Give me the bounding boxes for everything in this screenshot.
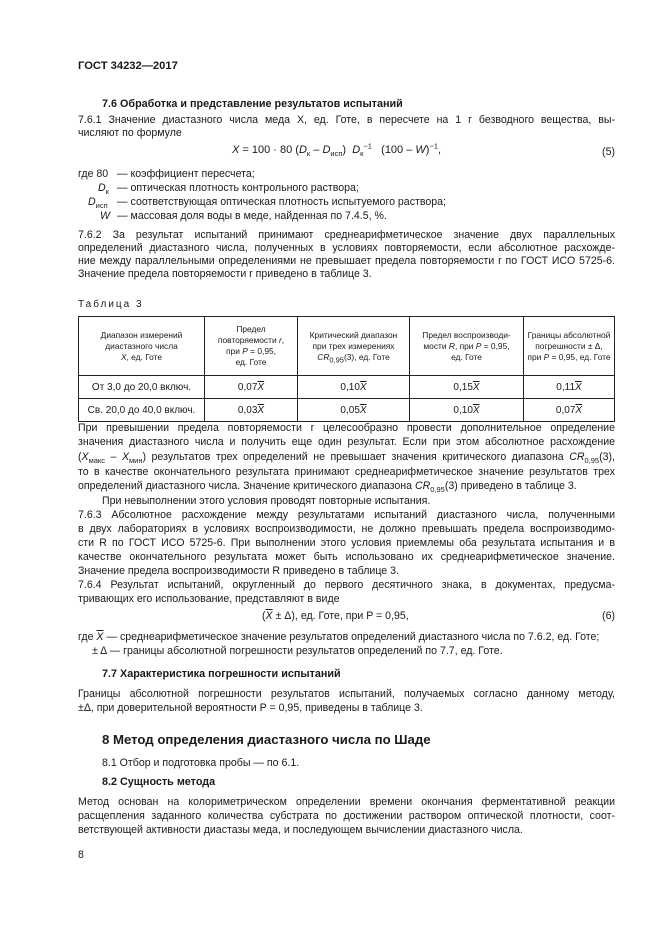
def-symbol: $D_к$: [98, 182, 109, 197]
table-cell-range: От 3,0 до 20,0 включ.: [79, 376, 205, 399]
table-cell-delta: $0,07\overline{X}$: [524, 399, 615, 422]
paragraph-7-6-3-line: в двух лабораториях в условиях воспроизводимости, не должно превышать предела воспроизводимо-: [78, 523, 615, 535]
paragraph-after-table-line: $(X_{макс} - X_{мин})$ результатов трех определений не превышает значения критического диапазона $CR_{0,95}(3)$,: [78, 451, 615, 466]
paragraph-after-table-line: то в качестве окончательного результата принимают среднеарифметическое значение результатов трех: [78, 466, 615, 478]
table-cell-r: $0,07\overline{X}$: [205, 376, 298, 399]
formula-6-definition: ± Δ — границы абсолютной погрешности результатов определений по 7.7, ед. Готе.: [92, 645, 503, 657]
paragraph-7-6-1-line: 7.6.1 Значение диастазного числа меда X, ед. Готе, в пересчете на 1 г безводного вещества, вы-: [78, 114, 615, 126]
paragraph-8-2-line: расщепления заданного количества субстрата по достижении раствором оптической плотности, соот-: [78, 810, 615, 822]
paragraph-8-2-line: Метод основан на колориметрическом определении времени окончания ферментативной реакции: [78, 796, 615, 808]
def-text: — массовая доля воды в меде, найденная по 7.4.5, %.: [117, 210, 387, 222]
paragraph-7-6-4-line: 7.6.4 Результат испытаний, округленный до первого десятичного знака, в документах, предусма-: [78, 579, 615, 591]
table-cell-cr: $0,05\overline{X}$: [298, 399, 410, 422]
table-header-cell: Границы абсолютной погрешности ± Δ, при P = 0,95, ед. Готе: [524, 317, 615, 376]
paragraph-7-7-line: ±Δ, при доверительной вероятности P = 0,95, приведены в таблице 3.: [78, 702, 423, 714]
table-row: [79, 399, 615, 422]
def-text: — соответствующая оптическая плотность испытуемого раствора;: [117, 196, 446, 208]
section-7-7-title: 7.7 Характеристика погрешности испытаний: [102, 668, 341, 680]
table-cell-R: $0,10\overline{X}$: [410, 399, 524, 422]
document-header: ГОСТ 34232—2017: [78, 60, 178, 72]
table-3-caption: Таблица 3: [78, 299, 144, 310]
paragraph-after-table-line: значения диастазного числа и получить еще один результат. Если при этом абсолютное расхождение: [78, 436, 615, 448]
def-text: — оптическая плотность контрольного раствора;: [117, 182, 359, 194]
paragraph-8-2-line: ветствующей активности диастазы меда, и последующем вычислении диастазного числа.: [78, 824, 523, 836]
paragraph-7-6-3-line: качестве окончательного результата может быть использовано их среднеарифметическое значение.: [78, 551, 615, 563]
paragraph-7-6-4-line: тривающих его использование, представляют в виде: [78, 593, 340, 605]
table-cell-cr: $0,10\overline{X}$: [298, 376, 410, 399]
paragraph-7-6-1-line: числяют по формуле: [78, 127, 182, 139]
def-symbol: W: [100, 210, 110, 222]
table-header-cell: Диапазон измерений диастазного числа X, ед. Готе: [79, 317, 205, 376]
paragraph-7-6-3-line: 7.6.3 Абсолютное расхождение между результатами испытаний диастазного числа, полученными: [78, 509, 615, 521]
formula-6-definition: где $\overline{X}$ — среднеарифметическое значение результатов определений диастазного числа по 7.6.2, ед. Готе;: [78, 631, 600, 643]
table-cell-r: $0,03\overline{X}$: [205, 399, 298, 422]
paragraph-7-6-2-line: 7.6.2 За результат испытаний принимают среднеарифметическое значение двух параллельных: [78, 229, 615, 241]
table-3: [78, 316, 615, 422]
table-row: [79, 376, 615, 399]
formula-6: $(\overline{X} \pm \Delta)$, ед. Готе, при P = 0,95,: [262, 610, 409, 622]
table-header-row: [79, 317, 615, 376]
table-header-cell: Предел воспроизводи- мости R, при P = 0,95, ед. Готе: [410, 317, 524, 376]
table-header-cell: Критический диапазон при трех измерениях $CR_{0,95}(3)$, ед. Готе: [298, 317, 410, 376]
equation-number-5: (5): [602, 146, 615, 158]
paragraph-7-7-line: Границы абсолютной погрешности результатов испытаний, получаемых согласно данному методу,: [78, 688, 615, 700]
paragraph-repeat-tests: При невыполнении этого условия проводят повторные испытания.: [102, 495, 431, 507]
section-8-2-title: 8.2 Сущность метода: [102, 776, 216, 788]
page-number: 8: [78, 849, 84, 861]
table-cell-range: Св. 20,0 до 40,0 включ.: [79, 399, 205, 422]
table-header-cell: Предел повторяемости r, при P = 0,95, ед. Готе: [205, 317, 298, 376]
paragraph-7-6-2-line: ние между параллельными определениями не превышает предела повторяемости r по ГОСТ ИСО 5725-6.: [78, 255, 615, 267]
paragraph-8-1: 8.1 Отбор и подготовка пробы — по 6.1.: [102, 757, 300, 769]
paragraph-7-6-2-line: определений диастазного числа, полученных в условиях повторяемости, если абсолютное расхожде-: [78, 242, 615, 254]
paragraph-7-6-3-line: сти R по ГОСТ ИСО 5725-6. При выполнении этого условия приемлемы оба результата испытания и в: [78, 537, 615, 549]
section-8-title: 8 Метод определения диастазного числа по Шаде: [102, 732, 431, 747]
paragraph-after-table-line: При превышении предела повторяемости r целесообразно провести дополнительное определение: [78, 422, 615, 434]
table-cell-delta: $0,11\overline{X}$: [524, 376, 615, 399]
formula-5: X = 100 · 80 $(D_к - D_{исп})$ $D_к^{-1}$ (100 – W)$^{-1}$,: [232, 141, 442, 159]
paragraph-7-6-3-line: Значение предела воспроизводимости R приведено в таблице 3.: [78, 565, 399, 577]
def-text: — коэффициент пересчета;: [117, 168, 255, 180]
def-symbol: $D_{исп}$: [88, 196, 108, 211]
section-7-6-title: 7.6 Обработка и представление результатов испытаний: [102, 98, 403, 110]
paragraph-after-table-line: определений диастазного числа. Значение критического диапазона $CR_{0,95}(3)$ приведено в таблице 3.: [78, 480, 577, 495]
def-symbol: где 80: [78, 168, 109, 180]
table-cell-R: $0,15\overline{X}$: [410, 376, 524, 399]
paragraph-7-6-2-line: Значение предела повторяемости r приведено в таблице 3.: [78, 268, 372, 280]
equation-number-6: (6): [602, 610, 615, 622]
